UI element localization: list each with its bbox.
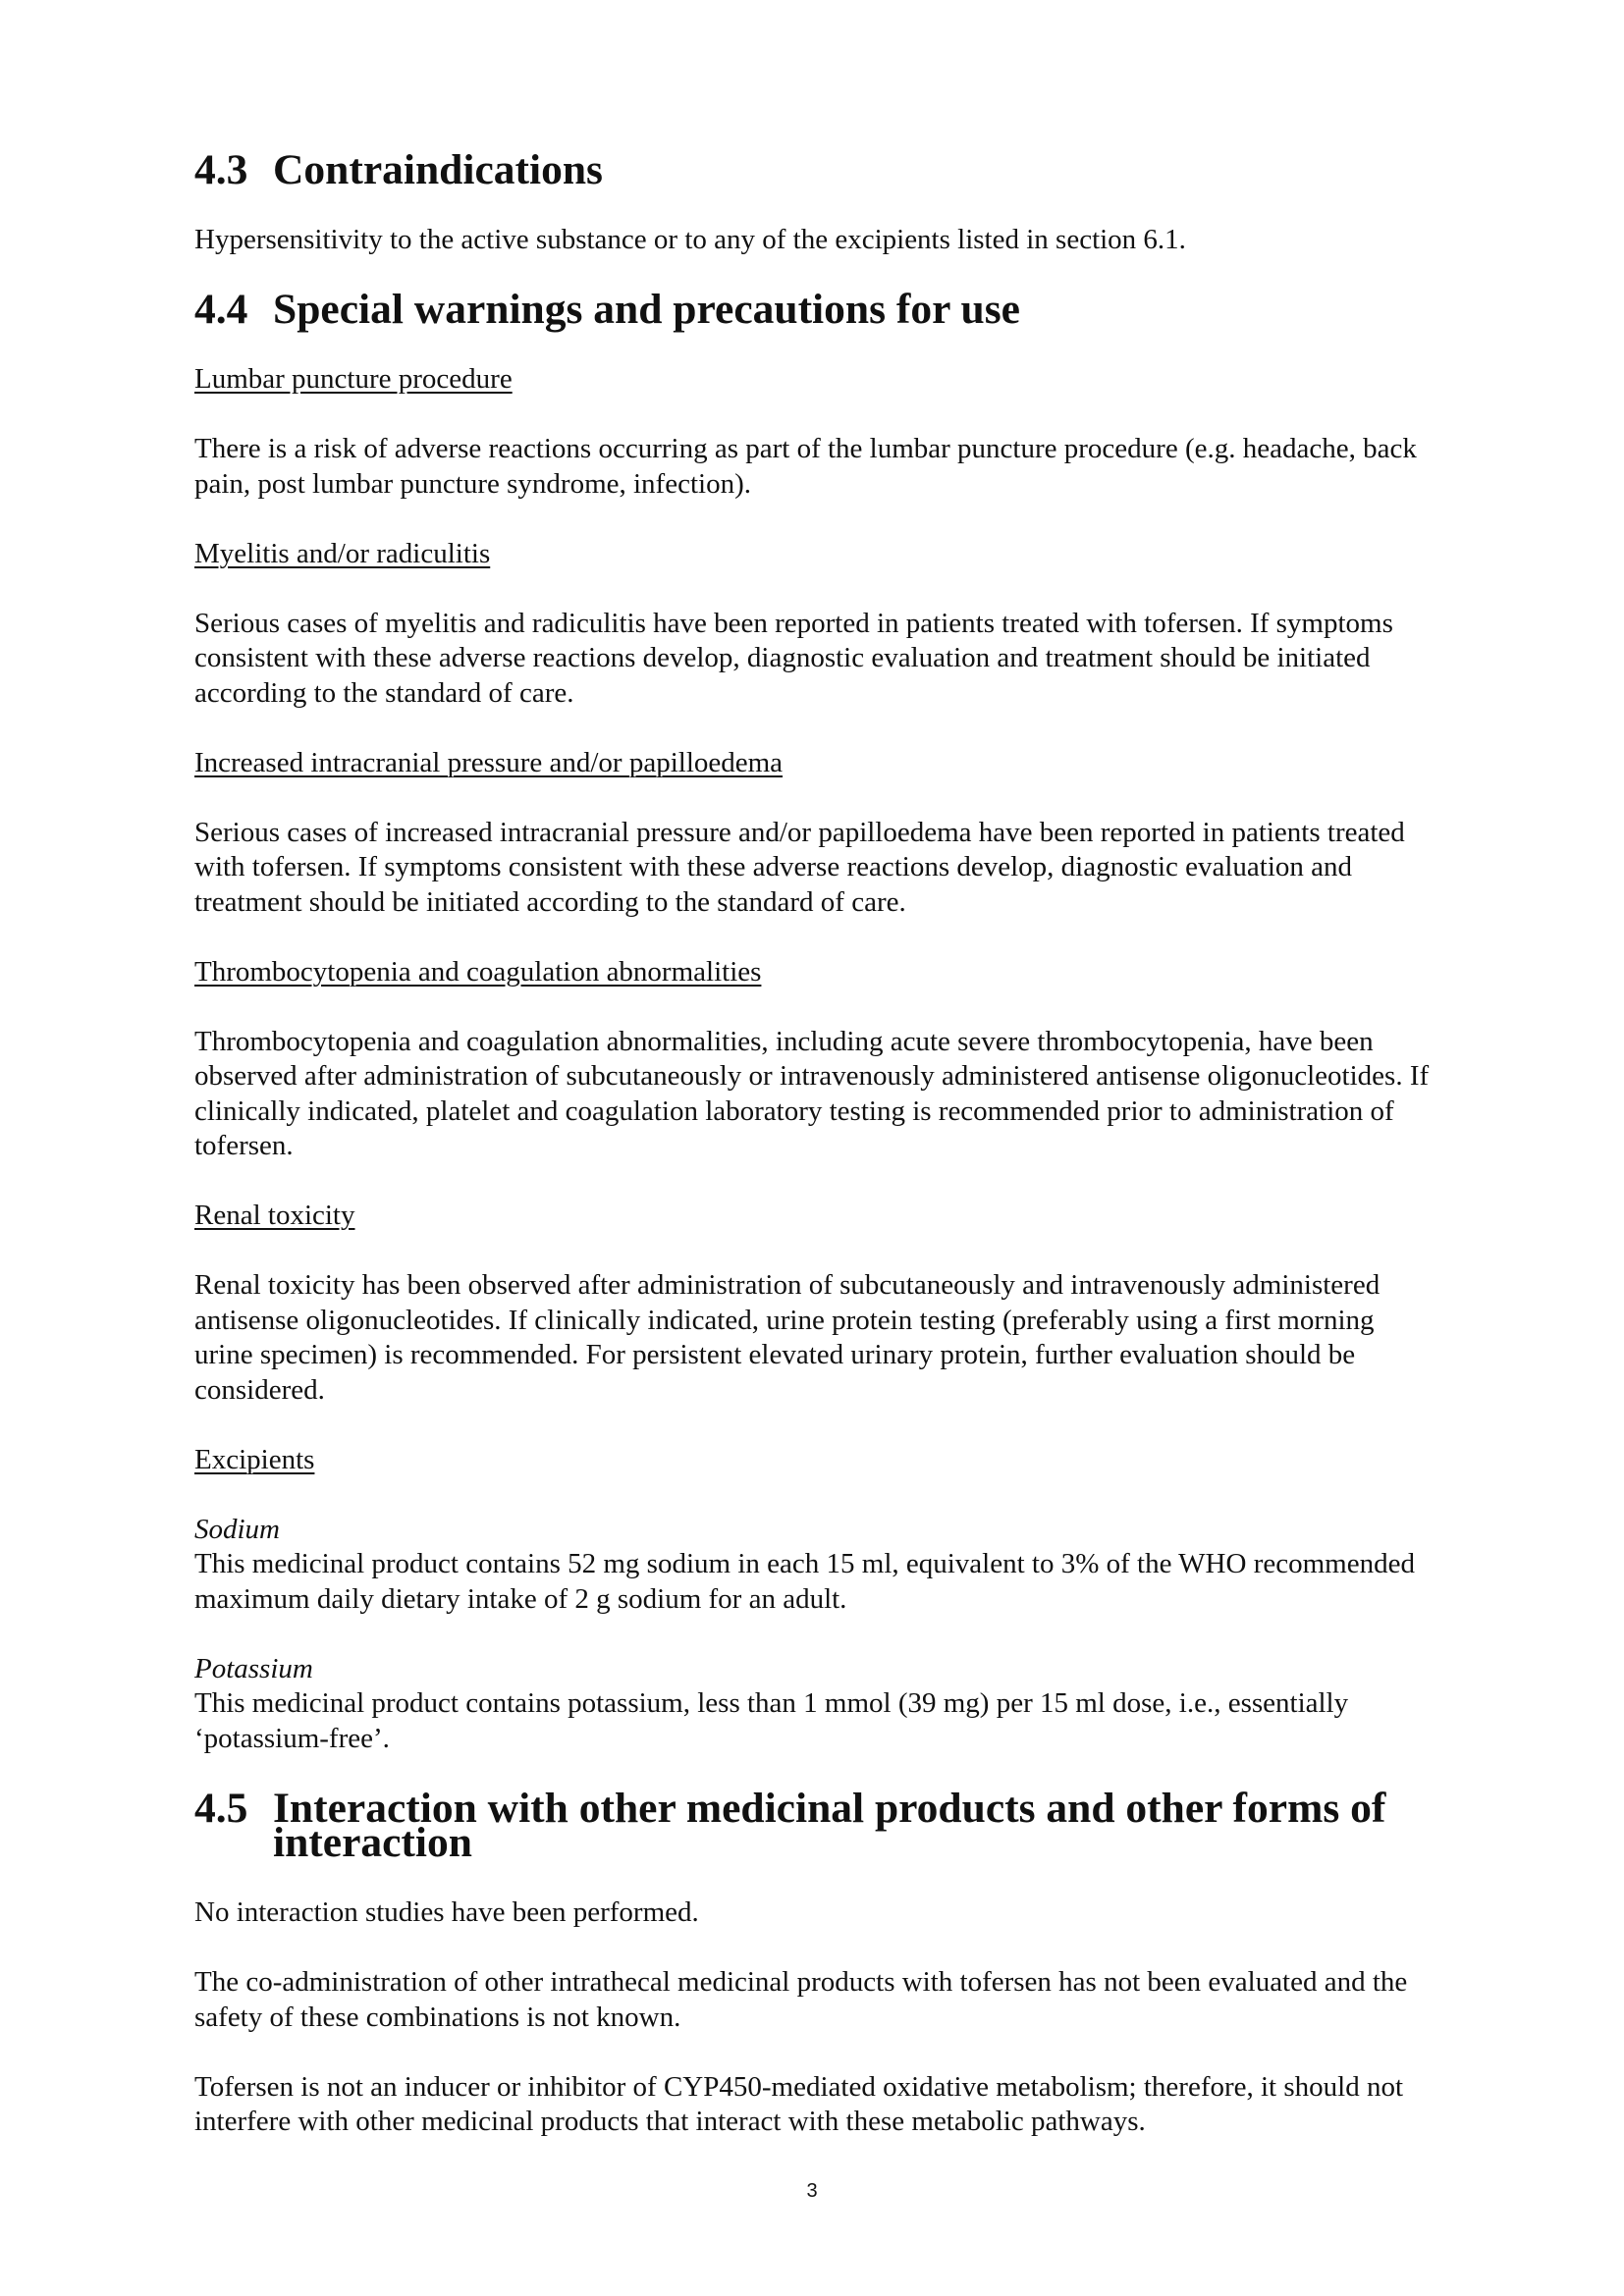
- subheading-lumbar-puncture: Lumbar puncture procedure: [194, 363, 513, 395]
- potassium-text: This medicinal product contains potassium, less than 1 mmol (39 mg) per 15 ml dose, i.e., essentially ‘potassium-free’.: [194, 1687, 1349, 1754]
- sodium-text: This medicinal product contains 52 mg sodium in each 15 ml, equivalent to 3% of the WHO recommended maximum daily dietary intake of 2 g sodium for an adult.: [194, 1548, 1415, 1615]
- section-title: Contraindications: [273, 146, 603, 193]
- section-title: Special warnings and precautions for use: [273, 286, 1020, 333]
- subheading-thrombocytopenia: Thrombocytopenia and coagulation abnormalities: [194, 955, 762, 988]
- section-heading-4-4: [194, 286, 1437, 333]
- sodium-label: Sodium: [194, 1513, 280, 1545]
- section-heading-4-5: [194, 1784, 1437, 1866]
- interaction-text-3: Tofersen is not an inducer or inhibitor of CYP450-mediated oxidative metabolism; therefore, it should not interfere with other medicinal products that interact with these metabolic pathways.: [194, 2070, 1404, 2137]
- subheading-excipients: Excipients: [194, 1443, 315, 1475]
- section-title: Interaction with other medicinal products and other forms of interaction: [273, 1784, 1386, 1866]
- section-number: 4.4: [194, 286, 248, 333]
- section-number: 4.3: [194, 146, 248, 193]
- subheading-renal-toxicity: Renal toxicity: [194, 1200, 355, 1231]
- myelitis-text: Serious cases of myelitis and radiculitis have been reported in patients treated with tofersen. If symptoms consistent with these adverse reactions develop, diagnostic evaluation and treatment should be initiated according to the standard of care.: [194, 607, 1393, 709]
- section-heading-4-3: [194, 146, 1437, 193]
- subheading-myelitis: Myelitis and/or radiculitis: [194, 537, 491, 569]
- potassium-label: Potassium: [194, 1652, 313, 1684]
- subheading-intracranial-pressure: Increased intracranial pressure and/or papilloedema: [194, 746, 784, 778]
- interaction-text-1: No interaction studies have been performed.: [194, 1896, 699, 1928]
- page-number: 3: [806, 2180, 818, 2202]
- lumbar-puncture-text: There is a risk of adverse reactions occurring as part of the lumbar puncture procedure (e.g. headache, back pain, post lumbar puncture syndrome, infection).: [194, 433, 1417, 500]
- intracranial-pressure-text: Serious cases of increased intracranial pressure and/or papilloedema have been reported in patients treated with tofersen. If symptoms consistent with these adverse reactions develop, diagnostic evaluation and treatment should be initiated according to the standard of care.: [194, 816, 1405, 918]
- contraindications-text: Hypersensitivity to the active substance or to any of the excipients listed in section 6.1.: [194, 224, 1186, 255]
- section-number: 4.5: [194, 1784, 248, 1832]
- interaction-text-2: The co-administration of other intrathecal medicinal products with tofersen has not been evaluated and the safety of these combinations is not known.: [194, 1966, 1408, 2033]
- thrombocytopenia-text: Thrombocytopenia and coagulation abnormalities, including acute severe thrombocytopenia, have been observed after administration of subcutaneously or intravenously administered antisense oligonucleotides. If clinically indicated, platelet and coagulation laboratory testing is recommended prior to administration of tofersen.: [194, 1025, 1430, 1161]
- renal-toxicity-text: Renal toxicity has been observed after administration of subcutaneously and intravenously administered antisense oligonucleotides. If clinically indicated, urine protein testing (preferably using a first morning urine specimen) is recommended. For persistent elevated urinary protein, further evaluation should be considered.: [194, 1269, 1380, 1406]
